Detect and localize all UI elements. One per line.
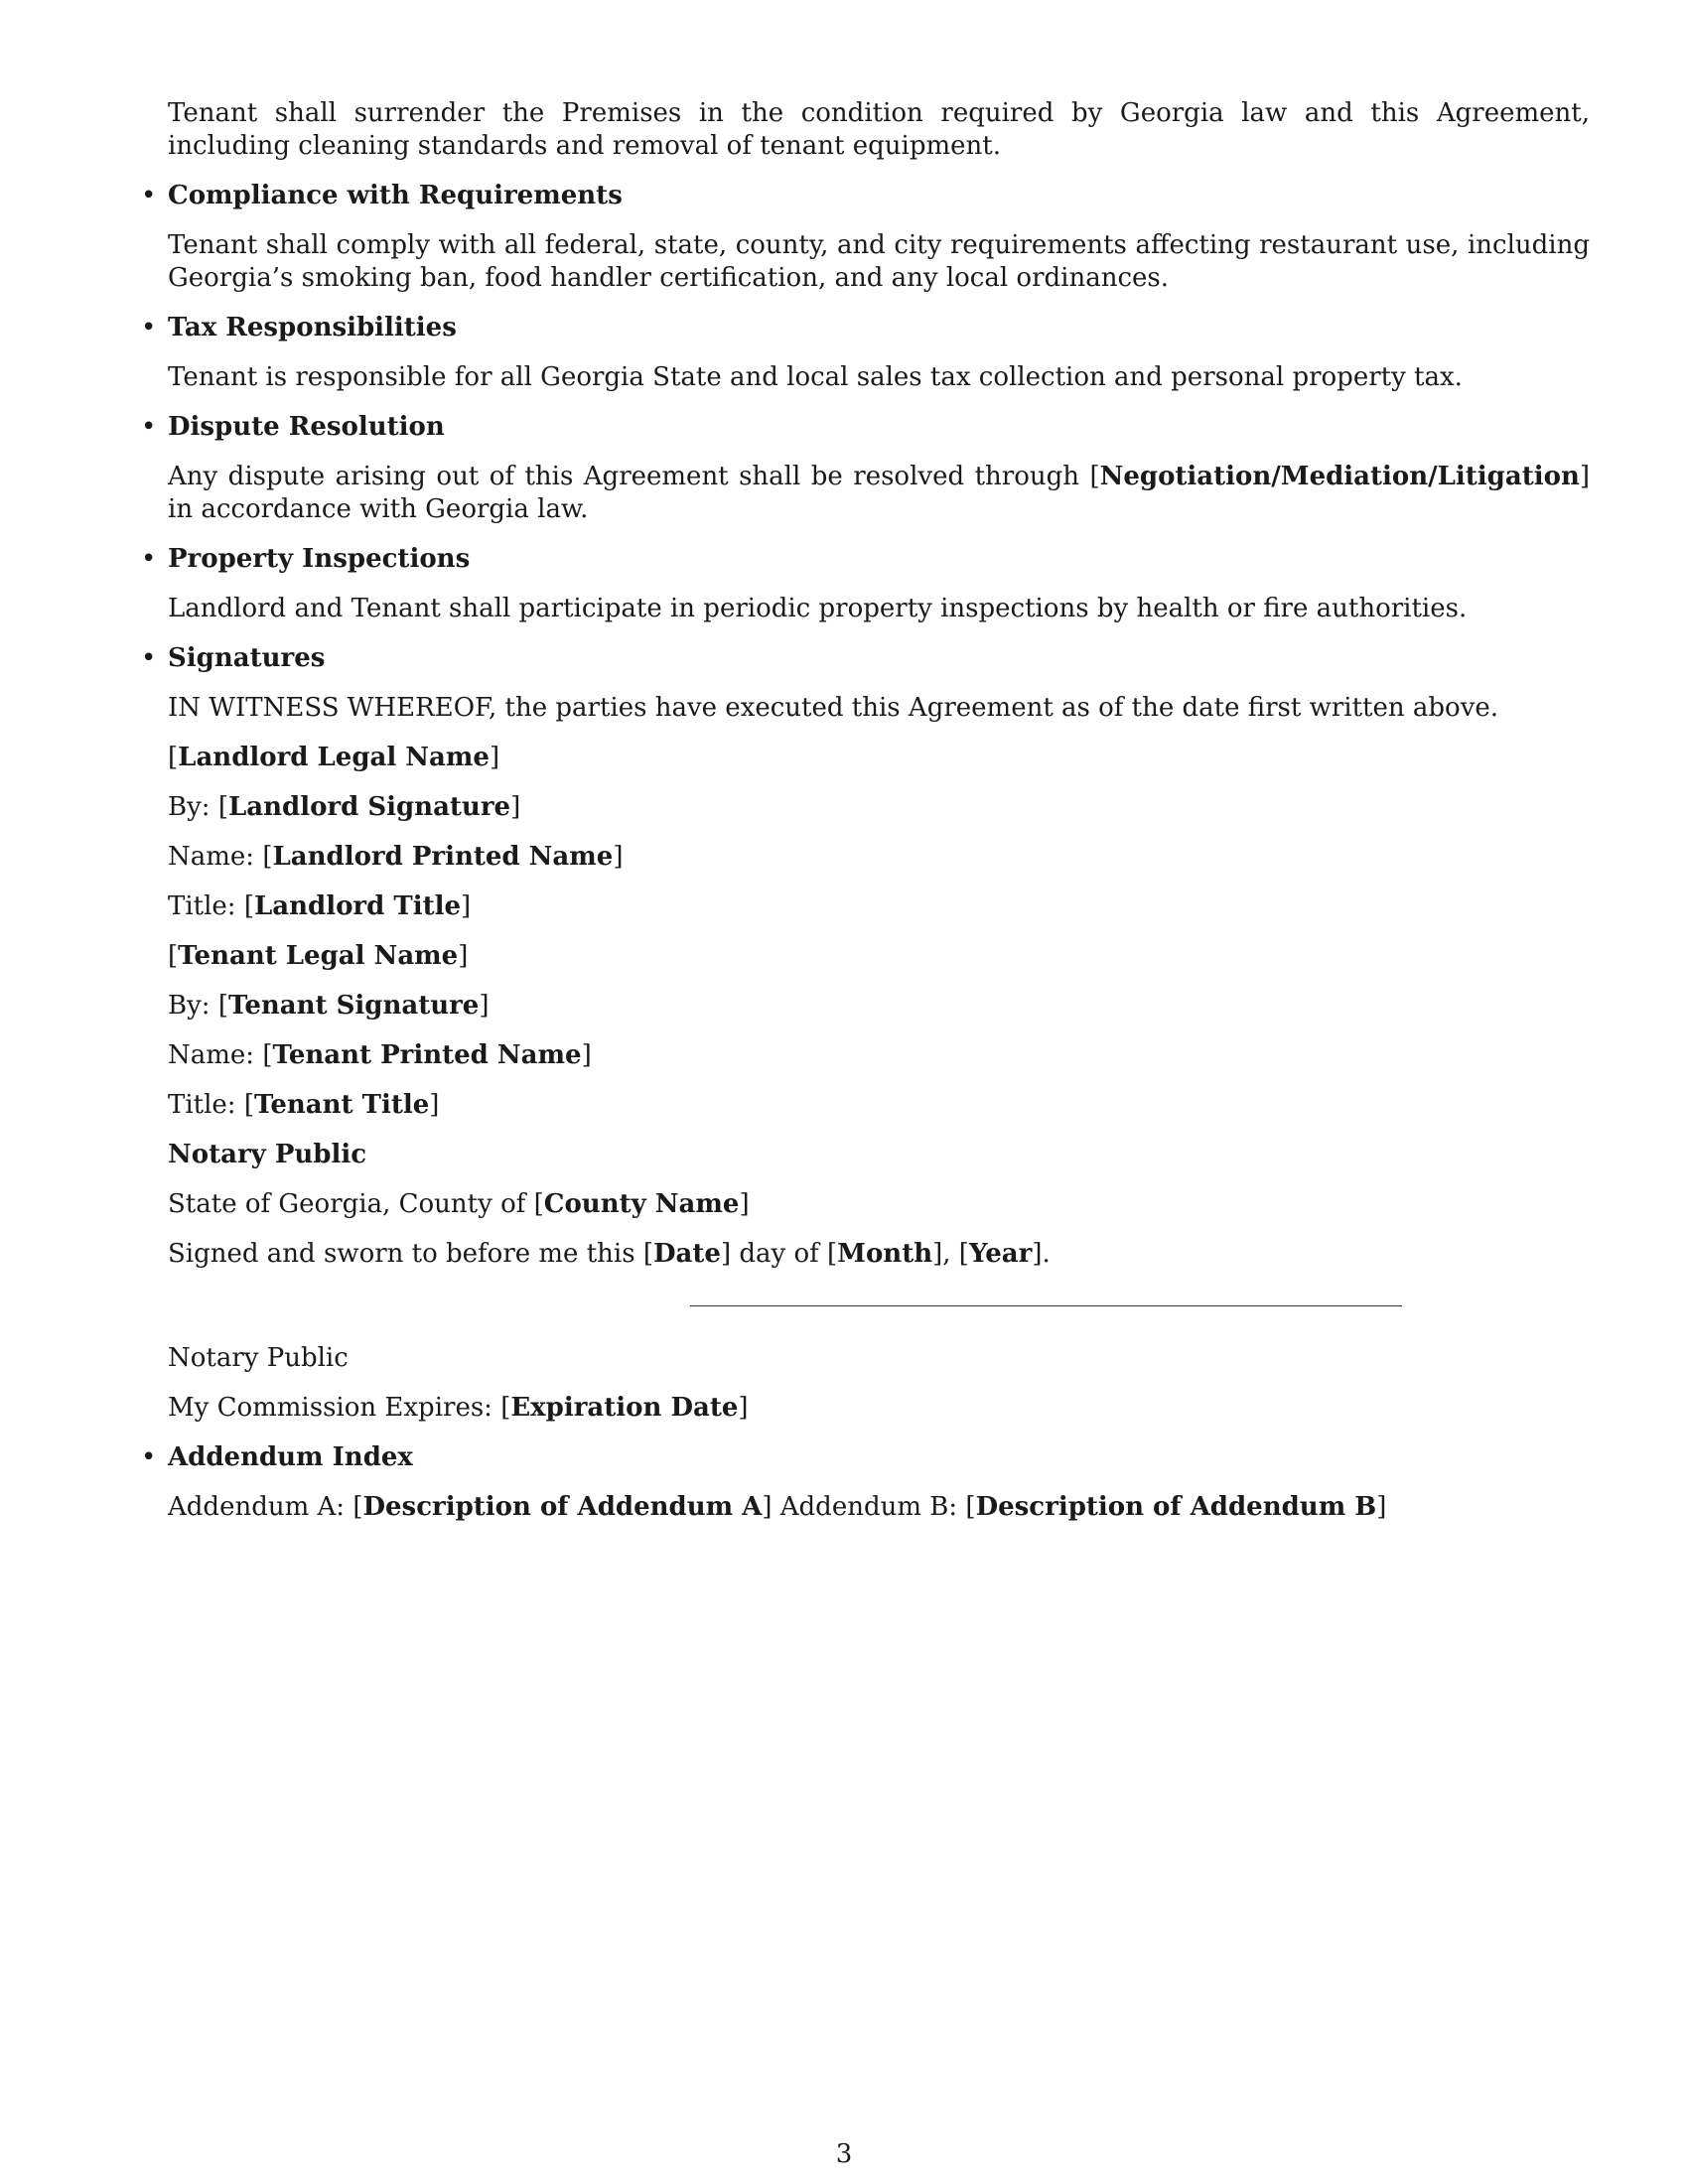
tenant-title-placeholder: Tenant Title	[254, 1090, 430, 1120]
by-label: By:	[168, 991, 218, 1021]
notary-heading: Notary Public	[168, 1140, 367, 1169]
addendum-index-line: Addendum A: [Description of Addendum A] Addendum B: [Description of Addendum B]	[168, 1492, 1387, 1522]
landlord-title-placeholder: Landlord Title	[254, 891, 462, 921]
name-label: Name:	[168, 1040, 263, 1070]
section-heading-label: Compliance with Requirements	[168, 181, 623, 210]
month-placeholder: Month	[837, 1239, 933, 1269]
dispute-paragraph	[168, 461, 1590, 526]
date-placeholder: Date	[653, 1239, 721, 1269]
surrender-paragraph: Tenant shall surrender the Premises in the condition required by Georgia law and this Agreement, including cleaning standards and removal of tenant equipment.	[168, 98, 1590, 161]
sworn-text: Signed and sworn to before me this	[168, 1239, 643, 1269]
tenant-name-line: Name: [Tenant Printed Name]	[168, 1040, 592, 1070]
section-heading-label: Addendum Index	[168, 1442, 413, 1472]
title-label: Title:	[168, 891, 244, 921]
state-county-text: State of Georgia, County of	[168, 1189, 534, 1219]
witness-statement: IN WITNESS WHEREOF, the parties have executed this Agreement as of the date first written above.	[168, 693, 1499, 723]
tenant-signature-placeholder: Tenant Signature	[227, 991, 480, 1021]
section-heading-label: Property Inspections	[168, 544, 471, 574]
bullet-icon: •	[141, 412, 157, 442]
notary-signature-area	[168, 1288, 1590, 1342]
section-heading-inspections	[141, 543, 1590, 576]
sworn-line: Signed and sworn to before me this [Date] day of [Month], [Year].	[168, 1239, 1051, 1269]
section-heading-label: Tax Responsibilities	[168, 313, 457, 342]
landlord-legal-name-line: [Landlord Legal Name]	[168, 743, 500, 772]
addendum-a-label: Addendum A:	[168, 1492, 353, 1522]
by-label: By:	[168, 792, 218, 822]
landlord-printed-name-placeholder: Landlord Printed Name	[272, 842, 614, 872]
notary-signature-line	[690, 1305, 1402, 1306]
name-label: Name:	[168, 842, 263, 872]
section-heading-dispute	[141, 411, 1590, 444]
section-heading-compliance	[141, 180, 1590, 212]
commission-expires-line: My Commission Expires: [Expiration Date]	[168, 1393, 749, 1423]
bullet-icon: •	[141, 544, 157, 574]
bullet-icon: •	[141, 181, 157, 210]
landlord-name-line: Name: [Landlord Printed Name]	[168, 842, 624, 872]
section-heading-label: Signatures	[168, 643, 326, 673]
county-name-placeholder: County Name	[543, 1189, 740, 1219]
bullet-icon: •	[141, 1442, 157, 1472]
tenant-by-line: By: [Tenant Signature]	[168, 991, 490, 1021]
dispute-method-placeholder: Negotiation/Mediation/Litigation	[1099, 462, 1580, 491]
year-placeholder: Year	[968, 1239, 1033, 1269]
landlord-title-line: Title: [Landlord Title]	[168, 891, 472, 921]
expiration-date-placeholder: Expiration Date	[510, 1393, 739, 1423]
compliance-paragraph: Tenant shall comply with all federal, state, county, and city requirements affecting restaurant use, including Georgia’s smoking ban, food handler certification, and any local ordinances.	[168, 230, 1590, 293]
section-heading-tax	[141, 312, 1590, 344]
page-number: 3	[835, 2139, 853, 2169]
tenant-legal-name-line: [Tenant Legal Name]	[168, 941, 469, 971]
landlord-by-line: By: [Landlord Signature]	[168, 792, 521, 822]
tenant-title-line: Title: [Tenant Title]	[168, 1090, 440, 1120]
addendum-b-label: Addendum B:	[772, 1492, 966, 1522]
commission-label: My Commission Expires:	[168, 1393, 501, 1423]
notary-county-line: State of Georgia, County of [County Name]	[168, 1189, 750, 1219]
inspections-paragraph: Landlord and Tenant shall participate in periodic property inspections by health or fire authorities.	[168, 594, 1468, 623]
dispute-text-before: Any dispute arising out of this Agreement shall be resolved through [	[168, 462, 1100, 491]
bullet-icon: •	[141, 313, 157, 342]
dispute-text-after: ] in accordance with Georgia law.	[168, 462, 1590, 524]
tax-paragraph: Tenant is responsible for all Georgia State and local sales tax collection and personal property tax.	[168, 362, 1463, 392]
bullet-icon: •	[141, 643, 157, 673]
section-heading-label: Dispute Resolution	[168, 412, 445, 442]
section-heading-signatures	[141, 642, 1590, 675]
tenant-printed-name-placeholder: Tenant Printed Name	[272, 1040, 582, 1070]
tenant-legal-name-placeholder: Tenant Legal Name	[178, 941, 459, 971]
notary-public-label: Notary Public	[168, 1343, 349, 1373]
document-body	[141, 97, 1590, 1524]
landlord-signature-placeholder: Landlord Signature	[227, 792, 511, 822]
title-label: Title:	[168, 1090, 244, 1120]
day-of-text: day of	[731, 1239, 828, 1269]
addendum-b-description: Description of Addendum B	[975, 1492, 1377, 1522]
addendum-a-description: Description of Addendum A	[362, 1492, 763, 1522]
document-page	[0, 97, 1688, 1541]
section-heading-addendum	[141, 1441, 1590, 1474]
landlord-legal-name-placeholder: Landlord Legal Name	[178, 743, 490, 772]
